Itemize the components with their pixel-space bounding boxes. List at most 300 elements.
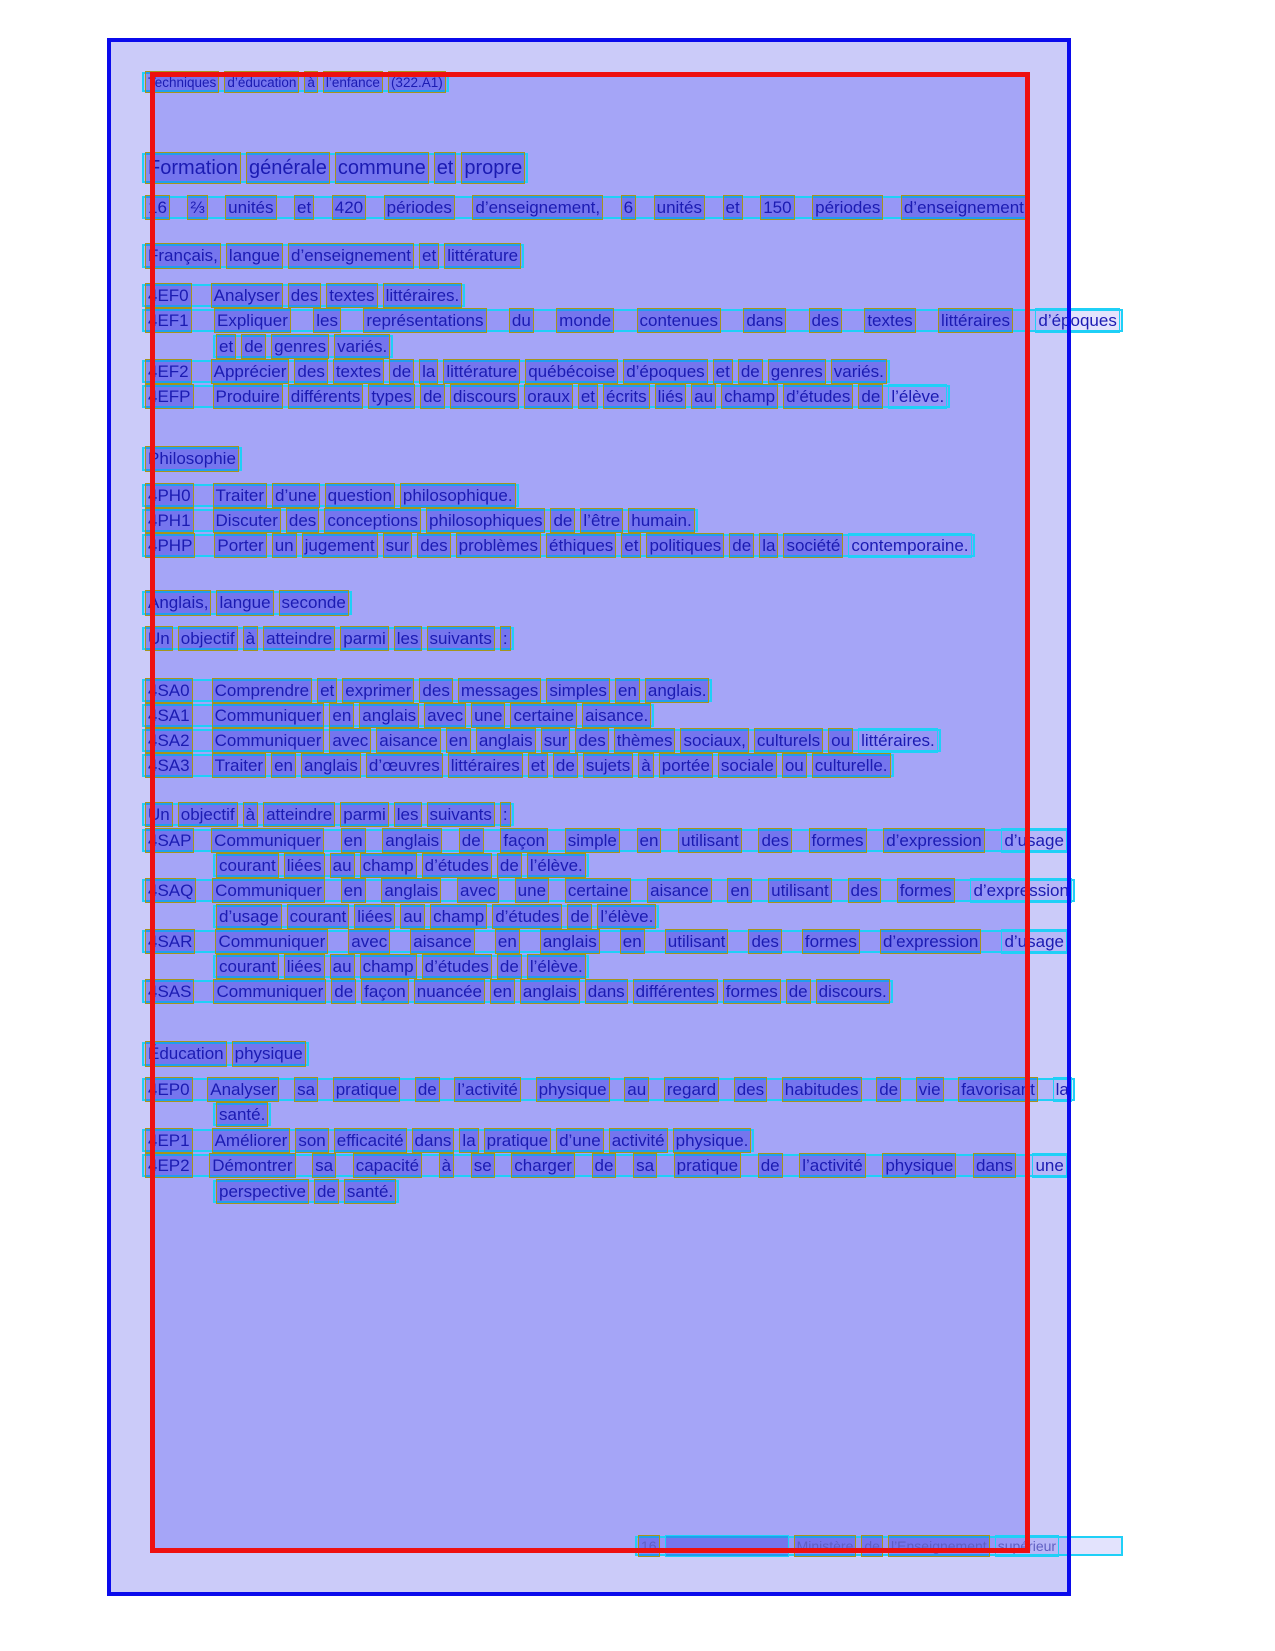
objective-4EF0 (142, 284, 465, 307)
objective-4SAR (142, 930, 1070, 953)
word-highlight: propre (461, 152, 525, 184)
word-highlight: périodes (384, 195, 455, 220)
word-highlight: d’expression (970, 878, 1071, 903)
objective-intro-2 (142, 803, 514, 826)
word-highlight: philosophique. (400, 483, 516, 508)
word-highlight: formes (809, 828, 867, 853)
word-highlight: en (446, 728, 471, 753)
section-anglais (142, 591, 352, 615)
word-highlight: parmi (340, 802, 389, 827)
word-highlight: genres (768, 359, 826, 384)
word-highlight: certaine (510, 703, 576, 728)
word-highlight: utilisant (768, 878, 832, 903)
word-highlight: perspective (216, 1179, 309, 1204)
word-highlight: messages (458, 678, 541, 703)
word-highlight: sa (294, 1077, 318, 1102)
objective-4SAP-wrap (213, 854, 589, 877)
word-highlight: courant (216, 853, 279, 878)
word-highlight: physique (232, 1041, 306, 1067)
word-highlight: en (271, 753, 296, 778)
word-highlight: avec (348, 929, 390, 954)
word-highlight: 6 (621, 195, 636, 220)
word-highlight: sur (383, 533, 413, 558)
word-highlight: 420 (332, 195, 366, 220)
word-highlight: anglais (301, 753, 361, 778)
page-footer (635, 1536, 1123, 1556)
objective-4SAR-wrap (213, 955, 589, 978)
word-highlight: suivants (427, 626, 495, 651)
word-highlight: types (368, 384, 415, 409)
word-highlight: formes (723, 979, 781, 1004)
word-highlight: d’usage (216, 904, 282, 929)
word-highlight: Apprécier (211, 359, 290, 384)
word-highlight: périodes (812, 195, 883, 220)
word-highlight: façon (500, 828, 548, 853)
word-highlight: Porter (214, 533, 266, 558)
word-highlight: avec (424, 703, 466, 728)
word-highlight: des (748, 929, 781, 954)
objective-4PH1 (142, 509, 698, 532)
word-highlight: de (738, 359, 763, 384)
word-highlight: Produire (213, 384, 283, 409)
word-highlight: philosophiques (426, 508, 545, 533)
word-highlight: formes (802, 929, 860, 954)
word-highlight: des (734, 1077, 767, 1102)
word-highlight: en (341, 828, 366, 853)
word-highlight: l’élève. (527, 954, 586, 979)
word-highlight: son (295, 1128, 328, 1153)
word-highlight: vie (916, 1077, 944, 1102)
objective-4PHP (142, 534, 975, 557)
course-code: 4EF1 (145, 308, 192, 333)
word-highlight: des (417, 533, 450, 558)
word-highlight: objectif (178, 802, 238, 827)
word-highlight: l’enfance (323, 71, 383, 93)
word-highlight: liés (655, 384, 687, 409)
word-highlight: favorisant (958, 1077, 1038, 1102)
word-highlight: question (325, 483, 395, 508)
word-highlight: éthiques (546, 533, 616, 558)
word-highlight: différentes (633, 979, 718, 1004)
course-code: 4SA1 (145, 703, 193, 728)
word-highlight: d’études (492, 904, 562, 929)
word-highlight: santé. (216, 1102, 268, 1127)
word-highlight: en (329, 703, 354, 728)
program-header (142, 72, 449, 92)
word-highlight: Ministère (794, 1535, 857, 1557)
word-highlight: seconde (279, 590, 349, 616)
word-highlight: habitudes (782, 1077, 862, 1102)
word-highlight: en (490, 979, 515, 1004)
word-highlight: d’enseignement, (472, 195, 603, 220)
word-highlight: courant (287, 904, 350, 929)
word-highlight: dans (973, 1153, 1016, 1178)
word-highlight: Traiter (212, 753, 267, 778)
word-highlight: en (495, 929, 520, 954)
word-highlight: 16 (638, 1535, 660, 1557)
word-highlight: pratique (674, 1153, 741, 1178)
word-highlight: l’activité (799, 1153, 865, 1178)
objective-4EF1-wrap (213, 335, 393, 358)
word-highlight: politiques (646, 533, 724, 558)
course-code: 4SAS (145, 979, 194, 1004)
word-highlight: liées (284, 954, 325, 979)
word-highlight: 150 (760, 195, 794, 220)
word-highlight: écrits (603, 384, 650, 409)
word-highlight: d’une (272, 483, 320, 508)
course-code: 4SAQ (145, 878, 196, 903)
word-highlight: textes (333, 359, 384, 384)
word-highlight: thèmes (614, 728, 676, 753)
word-highlight: l’élève. (888, 384, 947, 409)
objective-4EP1 (142, 1129, 754, 1152)
word-highlight: : (500, 626, 511, 651)
word-highlight: textes (864, 308, 915, 333)
word-highlight: de (420, 384, 445, 409)
objective-4SA0 (142, 679, 712, 702)
word-highlight: santé. (344, 1179, 396, 1204)
word-highlight: anglais. (645, 678, 710, 703)
word-highlight: Discuter (213, 508, 281, 533)
word-highlight: des (286, 508, 319, 533)
course-code: 4EP0 (145, 1077, 193, 1102)
section-philosophie (142, 447, 242, 471)
word-highlight: langue (216, 590, 273, 616)
word-highlight: de (758, 1153, 783, 1178)
word-highlight: variés. (831, 359, 887, 384)
word-highlight: une (471, 703, 505, 728)
word-highlight: en (637, 828, 662, 853)
word-highlight: sa (633, 1153, 657, 1178)
word-highlight: avec (329, 728, 371, 753)
word-highlight: sa (312, 1153, 336, 1178)
word-highlight: d’usage (1001, 828, 1067, 853)
word-highlight: aisance (376, 728, 441, 753)
word-highlight: Formation (145, 152, 241, 184)
word-highlight: aisance. (582, 703, 651, 728)
word-highlight: et (578, 384, 598, 409)
highlight-bar (665, 1535, 789, 1557)
word-highlight: littérature (444, 243, 521, 269)
word-highlight: littéraires. (383, 283, 463, 308)
word-highlight: conceptions (324, 508, 421, 533)
word-highlight: des (575, 728, 608, 753)
word-highlight: façon (361, 979, 409, 1004)
word-highlight: une (1032, 1153, 1066, 1178)
word-highlight: physique (536, 1077, 610, 1102)
word-highlight: Communiquer (212, 703, 325, 728)
word-highlight: de (241, 334, 266, 359)
word-highlight: d’études (422, 954, 492, 979)
objective-4PH0 (142, 484, 519, 507)
word-highlight: simples (546, 678, 610, 703)
objective-4SA3 (142, 754, 894, 777)
word-highlight: ou (828, 728, 853, 753)
word-highlight: des (294, 359, 327, 384)
word-highlight: et (216, 334, 236, 359)
word-highlight: Traiter (213, 483, 268, 508)
course-code: 4EF0 (145, 283, 192, 308)
word-highlight: de (861, 1535, 883, 1557)
objective-4SAP (142, 829, 1070, 852)
objective-4EF1 (142, 309, 1123, 332)
word-highlight: Comprendre (212, 678, 313, 703)
units-line (142, 196, 1030, 219)
word-highlight: de (415, 1077, 440, 1102)
objective-4SA1 (142, 704, 654, 727)
word-highlight: langue (226, 243, 283, 269)
word-highlight: 16 (145, 195, 170, 220)
word-highlight: de (729, 533, 754, 558)
word-highlight: d’époques (1035, 308, 1119, 333)
word-highlight: Techniques (145, 71, 219, 93)
word-highlight: et (621, 533, 641, 558)
word-highlight: d’époques (623, 359, 707, 384)
word-highlight: de (389, 359, 414, 384)
word-highlight: à (439, 1153, 454, 1178)
word-highlight: Un (145, 802, 173, 827)
word-highlight: en (727, 878, 752, 903)
word-highlight: Démontrer (209, 1153, 295, 1178)
word-highlight: différents (288, 384, 364, 409)
word-highlight: Éducation (145, 1041, 227, 1067)
course-code: 4EFP (145, 384, 194, 409)
word-highlight: de (459, 828, 484, 853)
word-highlight: l’élève. (597, 904, 656, 929)
course-code: 4SAR (145, 929, 195, 954)
word-highlight: l’être (580, 508, 623, 533)
word-highlight: des (848, 878, 881, 903)
word-highlight: littérature (443, 359, 520, 384)
course-code: 4PH1 (145, 508, 194, 533)
word-highlight: de (314, 1179, 339, 1204)
word-highlight: la (419, 359, 438, 384)
word-highlight: activité (609, 1128, 668, 1153)
word-highlight: (322.A1) (388, 71, 446, 93)
word-highlight: à (304, 71, 318, 93)
word-highlight: anglais (540, 929, 600, 954)
course-code: 4EP1 (145, 1128, 193, 1153)
course-code: 4EP2 (145, 1153, 193, 1178)
word-highlight: portée (659, 753, 713, 778)
word-highlight: sujets (583, 753, 633, 778)
word-highlight: de (876, 1077, 901, 1102)
word-highlight: de (497, 954, 522, 979)
word-highlight: physique (882, 1153, 956, 1178)
word-highlight: nuancée (414, 979, 485, 1004)
word-highlight: et (294, 195, 314, 220)
word-highlight: au (330, 853, 355, 878)
word-highlight: et (317, 678, 337, 703)
word-highlight: suivants (427, 802, 495, 827)
word-highlight: liées (354, 904, 395, 929)
course-code: 4SA0 (145, 678, 193, 703)
objective-4SA2 (142, 729, 941, 752)
word-highlight: Communiquer (215, 929, 328, 954)
word-highlight: littéraires (448, 753, 523, 778)
word-highlight: : (500, 802, 511, 827)
word-highlight: Communiquer (211, 828, 324, 853)
word-highlight: en (615, 678, 640, 703)
word-highlight: champ (360, 954, 417, 979)
word-highlight: ⅔ (187, 195, 207, 220)
word-highlight: du (509, 308, 534, 333)
course-code: 4SAP (145, 828, 194, 853)
word-highlight: l’Enseignement (888, 1535, 990, 1557)
word-highlight: à (243, 802, 258, 827)
word-highlight: l’élève. (527, 853, 586, 878)
word-highlight: d’enseignement (288, 243, 414, 269)
word-highlight: de (497, 853, 522, 878)
word-highlight: Communiquer (212, 878, 325, 903)
course-code: 4SA3 (145, 753, 193, 778)
word-highlight: à (243, 626, 258, 651)
objective-4EP0-wrap (213, 1103, 271, 1126)
word-highlight: dans (585, 979, 628, 1004)
word-highlight: littéraires. (858, 728, 938, 753)
word-highlight: charger (511, 1153, 575, 1178)
word-highlight: des (809, 308, 842, 333)
word-highlight: en (341, 878, 366, 903)
word-highlight: unités (654, 195, 705, 220)
word-highlight: des (419, 678, 452, 703)
word-highlight: et (713, 359, 733, 384)
word-highlight: un (272, 533, 297, 558)
word-highlight: l’activité (454, 1077, 520, 1102)
word-highlight: d’usage (1001, 929, 1067, 954)
word-highlight: liées (284, 853, 325, 878)
word-highlight: sociaux, (680, 728, 748, 753)
word-highlight: commune (335, 152, 429, 184)
word-highlight: d’expression (880, 929, 981, 954)
word-highlight: simple (565, 828, 620, 853)
word-highlight: d’une (556, 1128, 604, 1153)
word-highlight: formes (897, 878, 955, 903)
course-code: 4EF2 (145, 359, 192, 384)
word-highlight: de (567, 904, 592, 929)
word-highlight: et (434, 152, 457, 184)
word-highlight: dans (412, 1128, 455, 1153)
word-highlight: humain. (628, 508, 694, 533)
word-highlight: ou (782, 753, 807, 778)
word-highlight: problèmes (456, 533, 541, 558)
word-highlight: Anglais, (145, 590, 211, 616)
page-title (142, 153, 528, 183)
word-highlight: anglais (359, 703, 419, 728)
word-highlight: utilisant (665, 929, 729, 954)
course-code: 4SA2 (145, 728, 193, 753)
word-highlight: discours. (816, 979, 890, 1004)
objective-4SAQ (142, 879, 1075, 902)
word-highlight: aisance (647, 878, 712, 903)
section-education-physique (142, 1042, 309, 1066)
word-highlight: genres (271, 334, 329, 359)
word-highlight: anglais (476, 728, 536, 753)
word-highlight: les (394, 802, 422, 827)
word-highlight: utilisant (678, 828, 742, 853)
section-francais (142, 244, 524, 268)
word-highlight: de (858, 384, 883, 409)
word-highlight: oraux (524, 384, 573, 409)
course-code: 4PH0 (145, 483, 194, 508)
word-highlight: culturelle. (812, 753, 891, 778)
word-highlight: d’enseignement (901, 195, 1027, 220)
word-highlight: Français, (145, 243, 221, 269)
word-highlight: exprimer (342, 678, 414, 703)
word-highlight: au (400, 904, 425, 929)
word-highlight: de (553, 753, 578, 778)
word-highlight: anglais (382, 828, 442, 853)
word-highlight: physique. (673, 1128, 752, 1153)
objective-4EP2-wrap (213, 1180, 399, 1203)
word-highlight: Expliquer (214, 308, 291, 333)
word-highlight: sociale (718, 753, 777, 778)
word-highlight: textes (326, 283, 377, 308)
word-highlight: de (592, 1153, 617, 1178)
word-highlight: parmi (340, 626, 389, 651)
word-highlight: littéraires (938, 308, 1013, 333)
word-highlight: atteindre (263, 802, 335, 827)
word-highlight: Analyser (207, 1077, 279, 1102)
word-highlight: supérieur (995, 1535, 1059, 1557)
word-highlight: champ (430, 904, 487, 929)
word-highlight: objectif (178, 626, 238, 651)
word-highlight: et (419, 243, 439, 269)
word-highlight: la (759, 533, 778, 558)
word-highlight: Communiquer (212, 728, 325, 753)
objective-intro-1 (142, 627, 514, 650)
word-highlight: atteindre (263, 626, 335, 651)
word-highlight: courant (216, 954, 279, 979)
word-highlight: société (783, 533, 843, 558)
word-highlight: des (758, 828, 791, 853)
word-highlight: et (723, 195, 743, 220)
word-highlight: monde (556, 308, 614, 333)
objective-4EFP (142, 385, 950, 408)
word-highlight: contemporaine. (848, 533, 971, 558)
word-highlight: pratique (484, 1128, 551, 1153)
objective-4SAS (142, 980, 893, 1003)
word-highlight: représentations (363, 308, 486, 333)
word-highlight: anglais (381, 878, 441, 903)
word-highlight: Améliorer (212, 1128, 291, 1153)
word-highlight: efficacité (334, 1128, 407, 1153)
word-highlight: pratique (333, 1077, 400, 1102)
word-highlight: champ (721, 384, 778, 409)
word-highlight: avec (457, 878, 499, 903)
word-highlight: culturels (754, 728, 823, 753)
word-highlight: regard (664, 1077, 719, 1102)
word-highlight: de (331, 979, 356, 1004)
word-highlight: les (313, 308, 341, 333)
word-highlight: la (1053, 1077, 1072, 1102)
objective-4SAQ-wrap (213, 905, 659, 928)
word-highlight: des (288, 283, 321, 308)
word-highlight: à (638, 753, 653, 778)
word-highlight: de (786, 979, 811, 1004)
word-highlight: au (691, 384, 716, 409)
word-highlight: contenues (637, 308, 721, 333)
word-highlight: dans (743, 308, 786, 333)
word-highlight: certaine (565, 878, 631, 903)
word-highlight: et (528, 753, 548, 778)
word-highlight: au (330, 954, 355, 979)
word-highlight: une (515, 878, 549, 903)
word-highlight: d’œuvres (366, 753, 443, 778)
word-highlight: de (550, 508, 575, 533)
word-highlight: Un (145, 626, 173, 651)
word-highlight: d’études (422, 853, 492, 878)
